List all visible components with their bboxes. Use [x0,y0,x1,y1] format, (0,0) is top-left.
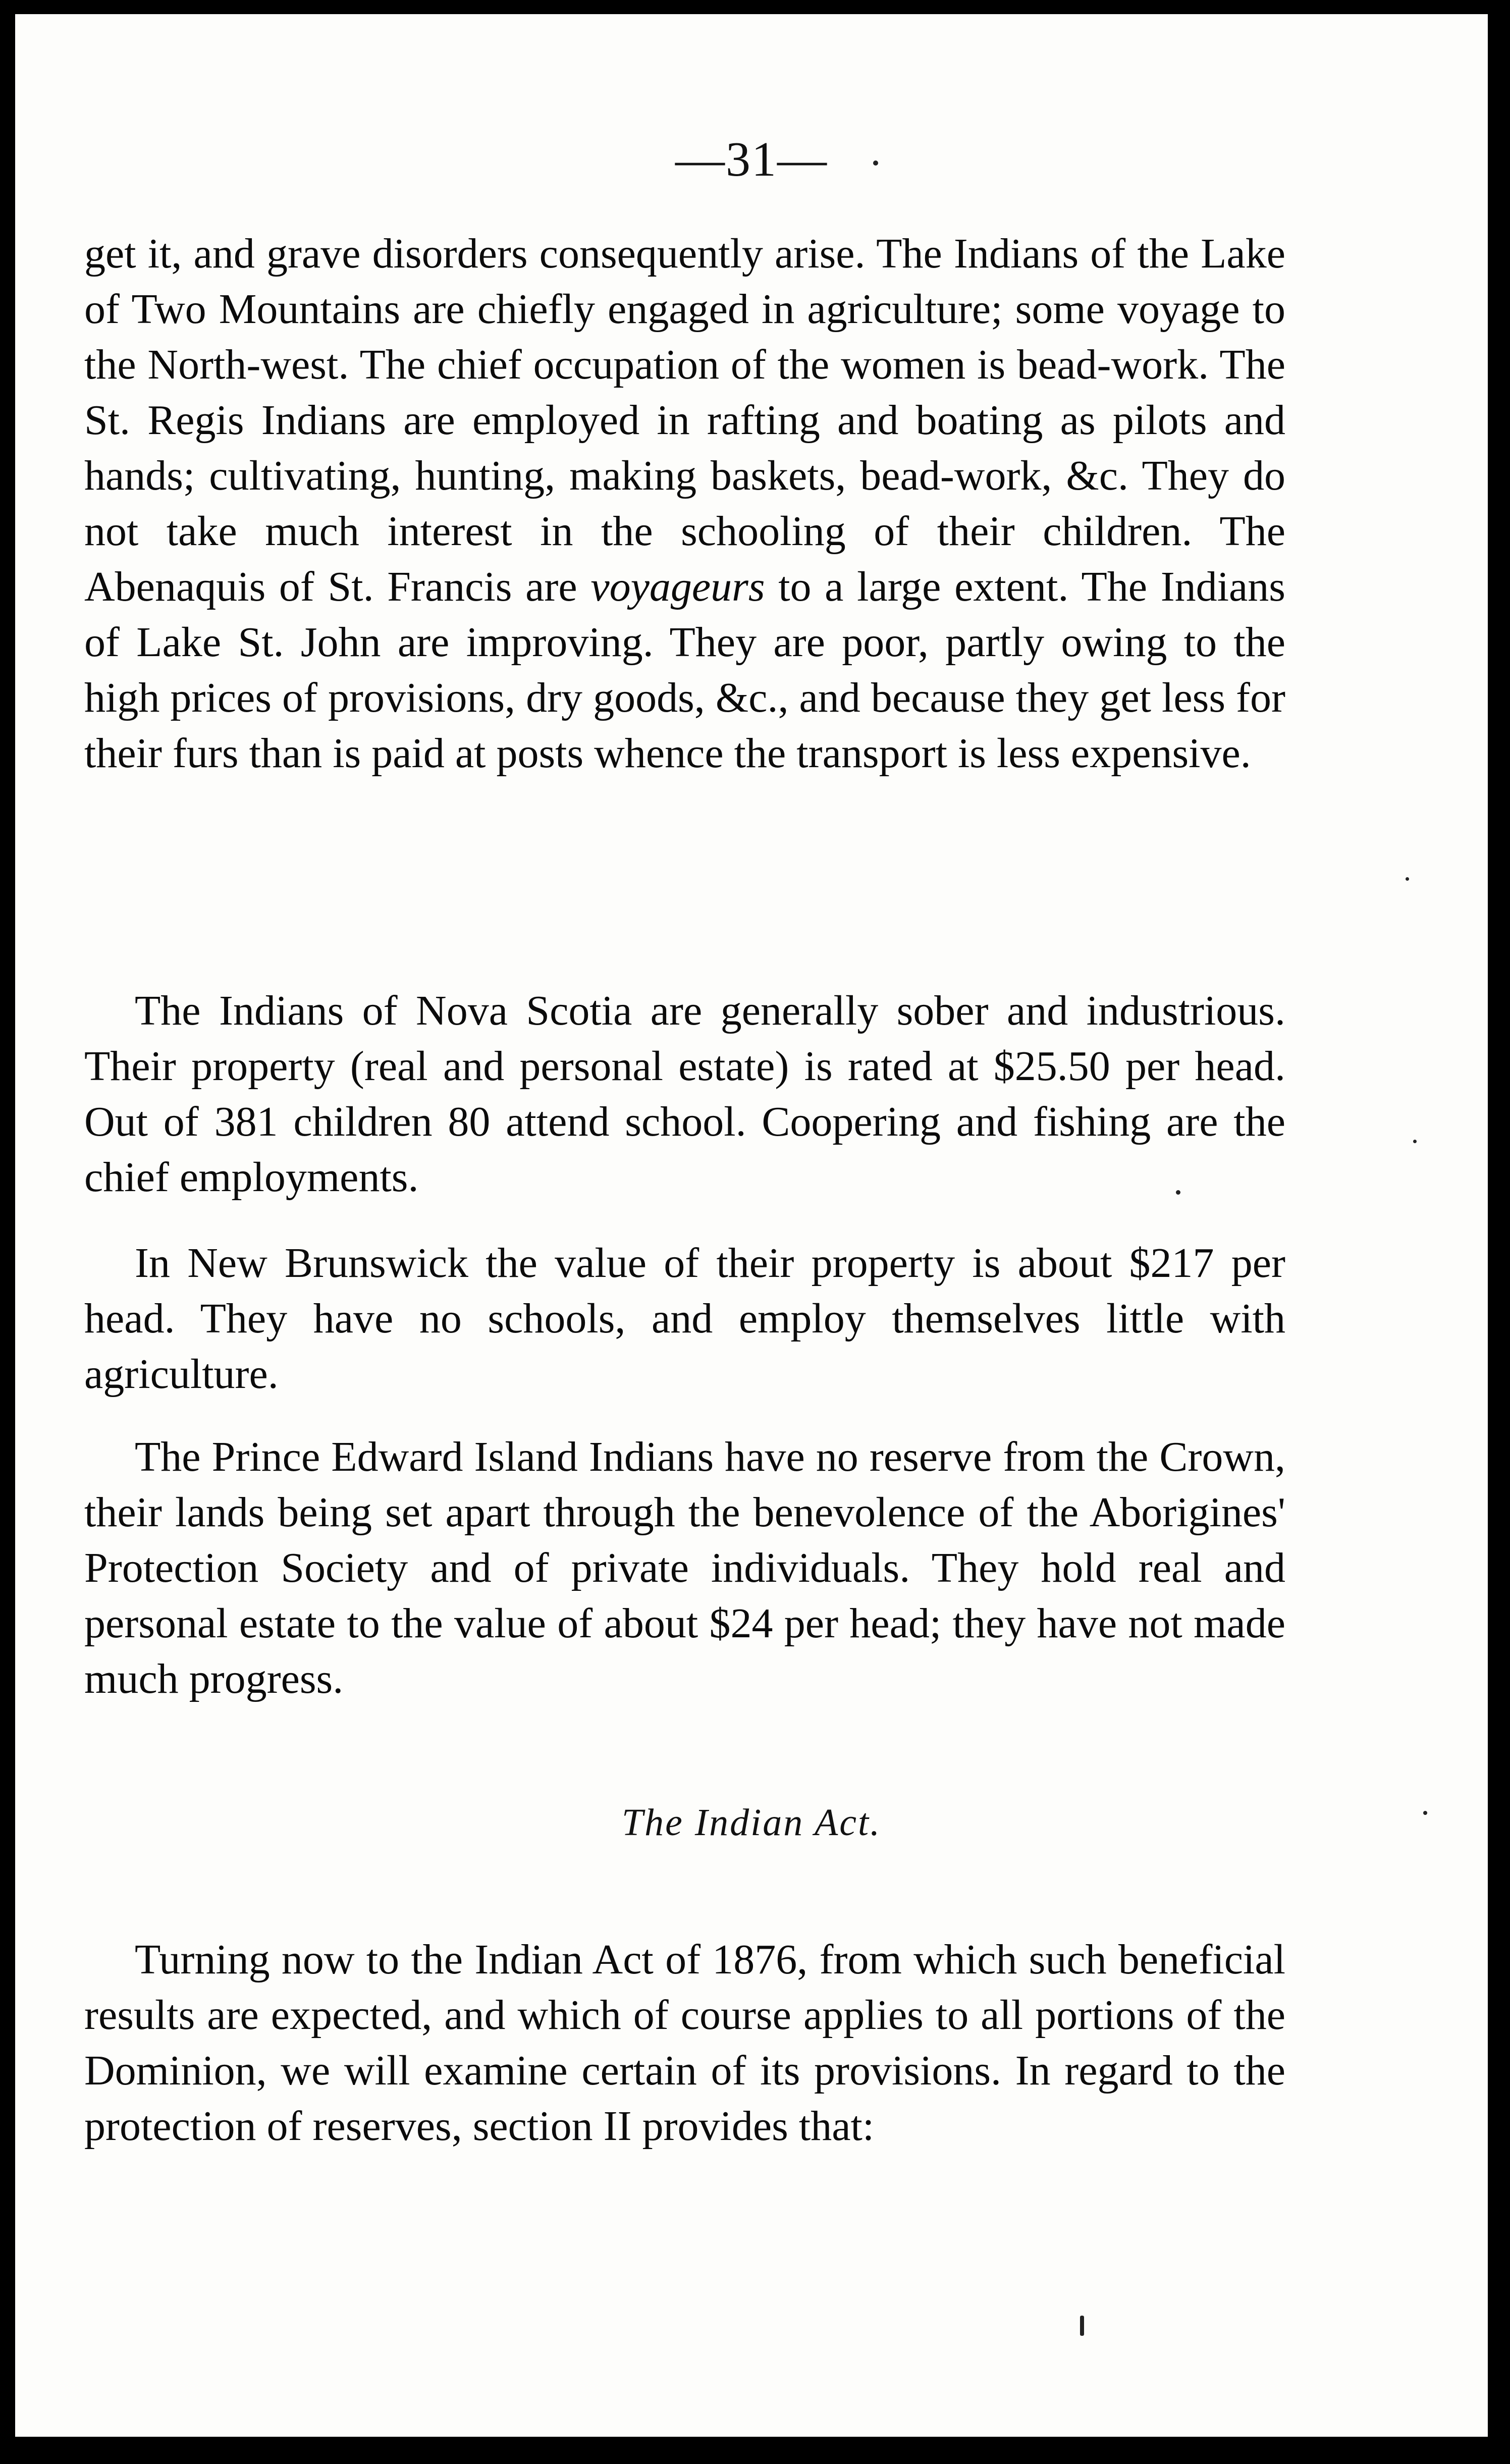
scan-speck [1413,1140,1417,1143]
scan-speck [873,160,878,166]
paragraph-nova-scotia: The Indians of Nova Scotia are generally sober and industrious. Their property (real and personal estate) is rated at $25.50 per head. Out of 381 children 80 attend school. Coopering and fishing are the chief employments. [84,987,1285,1201]
scan-speck [1423,1811,1427,1815]
scan-speck [1176,1190,1180,1195]
page-number: —31— [675,132,828,187]
italic-word: voyageurs [590,563,765,610]
scanned-page [15,14,1488,2437]
paragraph-quebec-indians [84,226,1285,781]
section-heading: The Indian Act. [621,1801,882,1844]
scan-speck [1080,2316,1084,2336]
paragraph-text: to a large extent. The Indians of Lake St. John are improving. They are poor, partly owing to the high prices of provisions, dry goods, &c., and because they get less for their furs than is paid at posts whence the transport is less expensive. [84,563,1285,777]
paragraph-text: get it, and grave disorders consequently arise. The Indians of the Lake of Two Mountains are chiefly engaged in agriculture; some voyage to the North-west. The chief occupation of the women is bead-work. The St. Regis Indians are employed in rafting and boating as pilots and hands; cultivating, hunting, making baskets, bead-work, &c. They do not take much interest in the schooling of their children. The Abenaquis of St. Francis are [84,230,1285,610]
paragraph-new-brunswick: In New Brunswick the value of their property is about $217 per head. They have no schools, and employ themselves little with agriculture. [84,1240,1285,1398]
paragraph-prince-edward-island: The Prince Edward Island Indians have no reserve from the Crown, their lands being set apart through the benevolence of the Aborigines' Protection Society and of private individuals. They hold real and personal estate to the value of about $24 per head; they have not made much progress. [84,1433,1285,1702]
scan-speck [1406,877,1409,881]
paragraph-indian-act: Turning now to the Indian Act of 1876, from which such beneficial results are expected, and which of course applies to all portions of the Dominion, we will examine certain of its provisions. In regard to the protection of reserves, section II provides that: [84,1936,1285,2150]
